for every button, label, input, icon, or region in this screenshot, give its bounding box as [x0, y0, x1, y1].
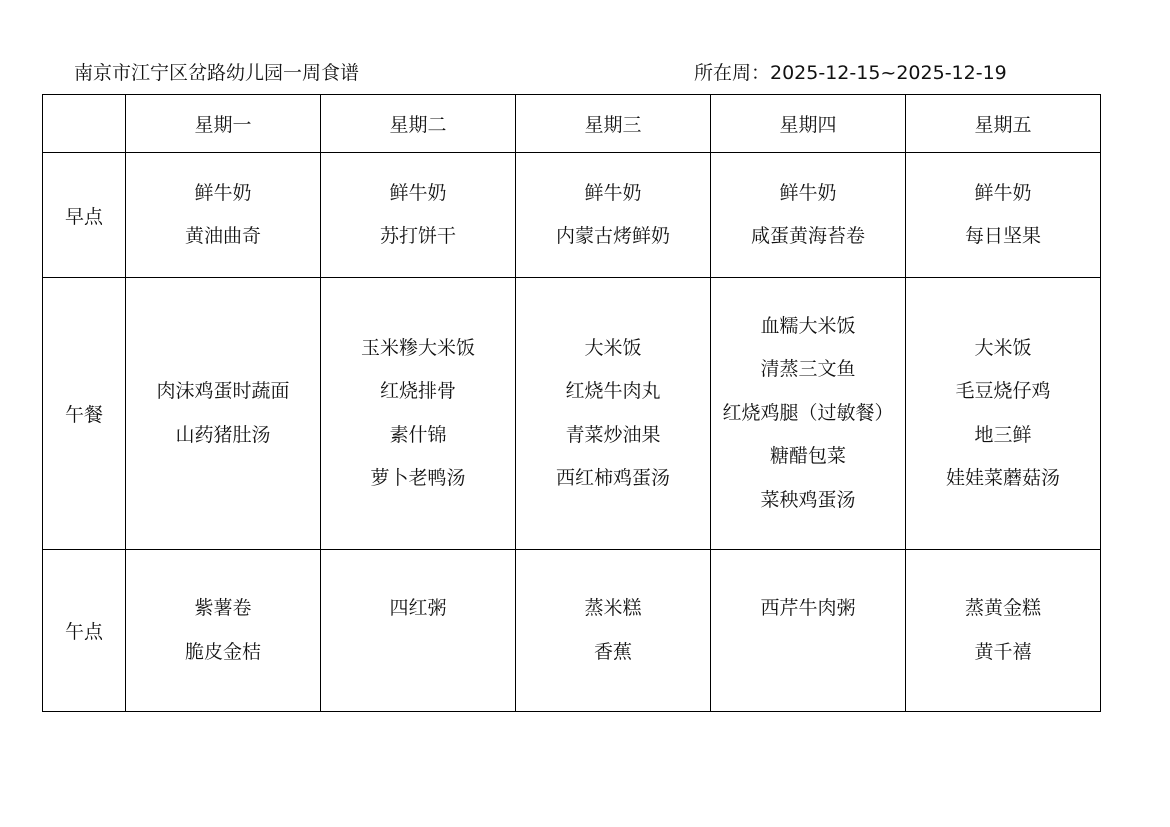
snack-thursday [711, 550, 906, 712]
page-title: 南京市江宁区岔路幼儿园一周食谱 [74, 62, 360, 84]
meal-label-snack: 午点 [43, 550, 126, 712]
corner-cell [43, 95, 126, 153]
menu-item: 内蒙古烤鲜奶 [555, 225, 670, 247]
menu-item: 脆皮金桔 [184, 640, 261, 663]
menu-item: 鲜牛奶 [389, 181, 447, 204]
menu-item: 清蒸三文鱼 [760, 358, 856, 381]
snack-tuesday [321, 550, 516, 712]
menu-item: 西芹牛肉粥 [760, 597, 856, 619]
menu-item: 黄油曲奇 [184, 225, 261, 247]
lunch-friday [906, 278, 1101, 550]
menu-item: 大米饭 [974, 336, 1032, 359]
menu-item: 红烧鸡腿（过敏餐） [722, 401, 894, 424]
menu-item: 四红粥 [389, 597, 447, 619]
day-header-tuesday: 星期二 [321, 95, 516, 153]
menu-item: 玉米糁大米饭 [360, 336, 475, 359]
menu-item: 咸蛋黄海苔卷 [750, 225, 865, 247]
menu-item: 糖醋包菜 [769, 445, 846, 468]
menu-item: 紫薯卷 [194, 597, 252, 619]
menu-item: 菜秧鸡蛋汤 [760, 488, 856, 511]
menu-item: 红烧排骨 [379, 380, 456, 402]
lunch-monday [126, 278, 321, 550]
day-header-monday: 星期一 [126, 95, 321, 153]
menu-item: 鲜牛奶 [194, 181, 252, 204]
lunch-thursday [711, 278, 906, 550]
breakfast-wednesday [516, 153, 711, 278]
afternoon-snack-row [43, 550, 1101, 712]
menu-item: 青菜炒油果 [565, 423, 661, 446]
lunch-wednesday [516, 278, 711, 550]
breakfast-row [43, 153, 1101, 278]
meal-label-breakfast: 早点 [43, 153, 126, 278]
snack-monday [126, 550, 321, 712]
menu-item: 黄千禧 [974, 640, 1032, 663]
breakfast-thursday [711, 153, 906, 278]
breakfast-monday [126, 153, 321, 278]
lunch-row [43, 278, 1101, 550]
menu-item: 鲜牛奶 [779, 181, 837, 204]
menu-item: 素什锦 [389, 423, 447, 446]
menu-item: 苏打饼干 [379, 225, 456, 247]
lunch-tuesday [321, 278, 516, 550]
menu-item: 萝卜老鸭汤 [370, 467, 466, 489]
menu-item: 蒸米糕 [584, 597, 642, 619]
menu-item: 红烧牛肉丸 [565, 380, 661, 402]
weekly-menu-table [42, 94, 1101, 712]
menu-item: 山药猪肚汤 [175, 423, 271, 446]
menu-item: 毛豆烧仔鸡 [955, 380, 1051, 402]
week-range: 所在周：2025-12-15~2025-12-19 [694, 62, 1007, 84]
menu-item: 血糯大米饭 [760, 314, 856, 337]
snack-wednesday [516, 550, 711, 712]
menu-item: 西红柿鸡蛋汤 [555, 467, 670, 489]
breakfast-tuesday [321, 153, 516, 278]
menu-item: 鲜牛奶 [974, 181, 1032, 204]
menu-item: 娃娃菜蘑菇汤 [945, 467, 1060, 489]
day-header-thursday: 星期四 [711, 95, 906, 153]
header-row [43, 95, 1101, 153]
meal-label-lunch: 午餐 [43, 278, 126, 550]
menu-item: 每日坚果 [964, 225, 1041, 247]
menu-item: 香蕉 [593, 640, 632, 663]
snack-friday [906, 550, 1101, 712]
breakfast-friday [906, 153, 1101, 278]
menu-item: 肉沫鸡蛋时蔬面 [156, 380, 290, 402]
day-header-wednesday: 星期三 [516, 95, 711, 153]
menu-item: 地三鲜 [974, 423, 1032, 446]
day-header-friday: 星期五 [906, 95, 1101, 153]
menu-item: 蒸黄金糕 [964, 597, 1041, 619]
menu-item: 鲜牛奶 [584, 181, 642, 204]
menu-item: 大米饭 [584, 336, 642, 359]
